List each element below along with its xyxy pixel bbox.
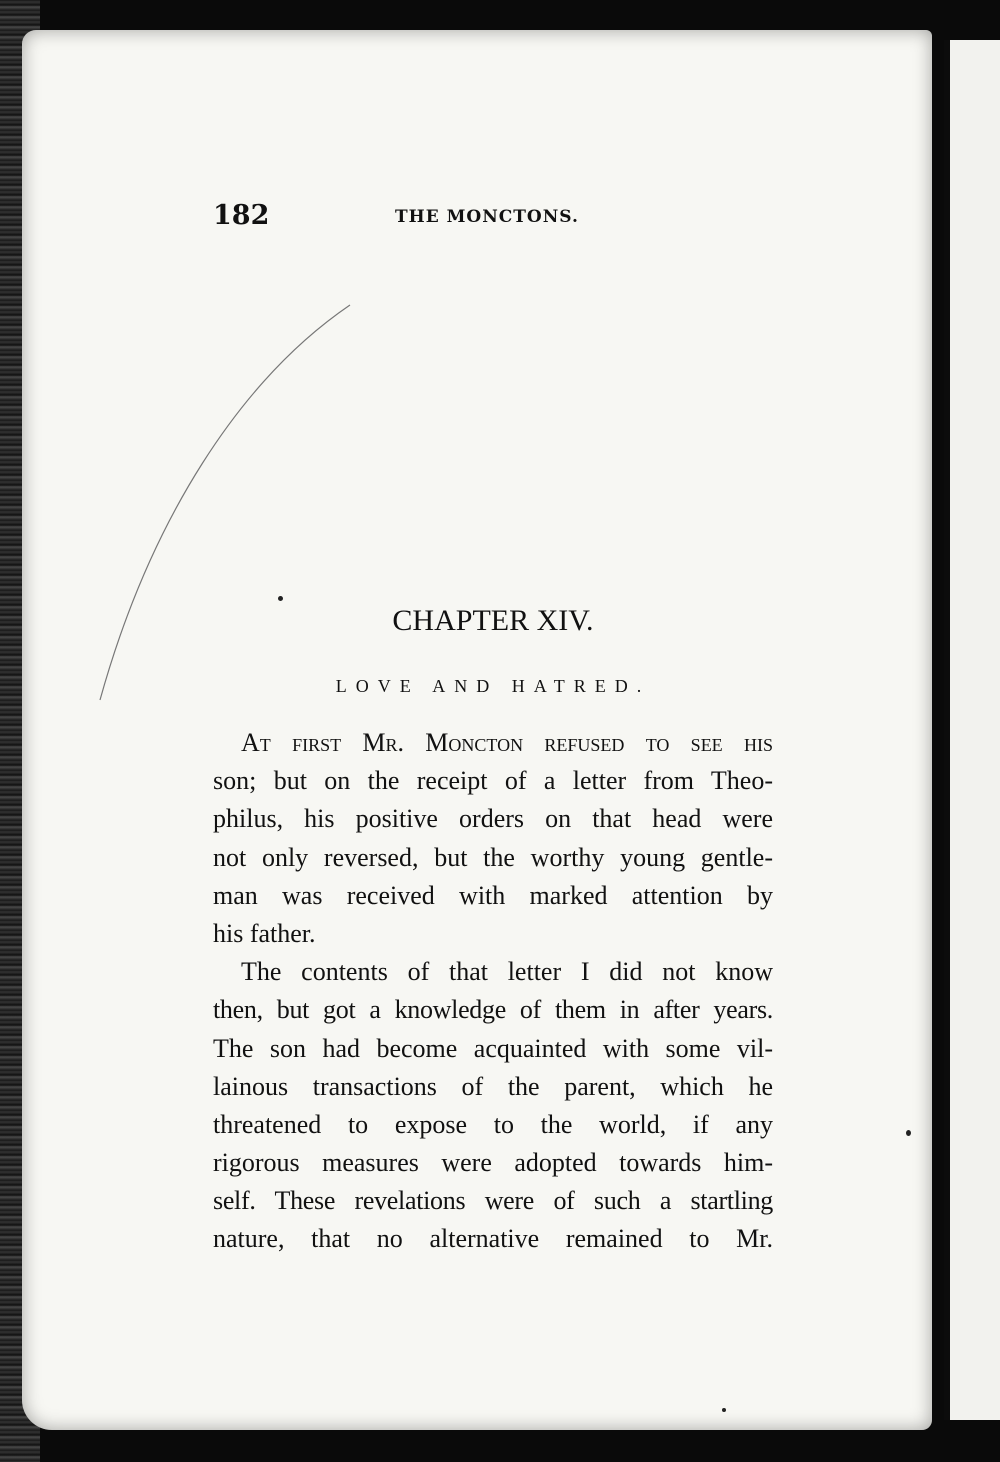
text-line: threatened to expose to the world, if any xyxy=(213,1109,773,1139)
scan-speck xyxy=(722,1408,726,1412)
page-curl-mark xyxy=(90,300,370,720)
text-line: son; but on the receipt of a letter from Theo- xyxy=(213,766,773,796)
text-line: his father. xyxy=(213,918,316,948)
text-line: lainous transactions of the parent, which he xyxy=(213,1071,773,1101)
text-line: The son had become acquainted with some vil- xyxy=(213,1033,773,1063)
text-line: The contents of that letter I did not know xyxy=(241,957,773,987)
text-line: nature, that no alternative remained to Mr. xyxy=(213,1224,773,1254)
chapter-subtitle: LOVE AND HATRED. xyxy=(335,676,651,696)
text-line: self. These revelations were of such a startling xyxy=(213,1186,773,1216)
body-text xyxy=(213,724,773,1259)
next-page-edge xyxy=(944,40,1000,1420)
chapter-heading: CHAPTER XIV. xyxy=(392,604,594,637)
text-line: man was received with marked attention by xyxy=(213,880,773,910)
page-header xyxy=(213,200,773,234)
text-line: not only reversed, but the worthy young gentle- xyxy=(213,842,773,872)
page-number: 182 xyxy=(213,200,270,231)
text-line: rigorous measures were adopted towards him- xyxy=(213,1148,773,1178)
running-title: THE MONCTONS. xyxy=(395,207,579,227)
text-line: then, but got a knowledge of them in after years. xyxy=(213,995,773,1025)
scan-speck xyxy=(906,1130,911,1136)
scan-speck xyxy=(278,596,283,601)
text-line: At first Mr. Moncton refused to see his xyxy=(241,728,773,757)
text-line: philus, his positive orders on that head were xyxy=(213,804,773,834)
